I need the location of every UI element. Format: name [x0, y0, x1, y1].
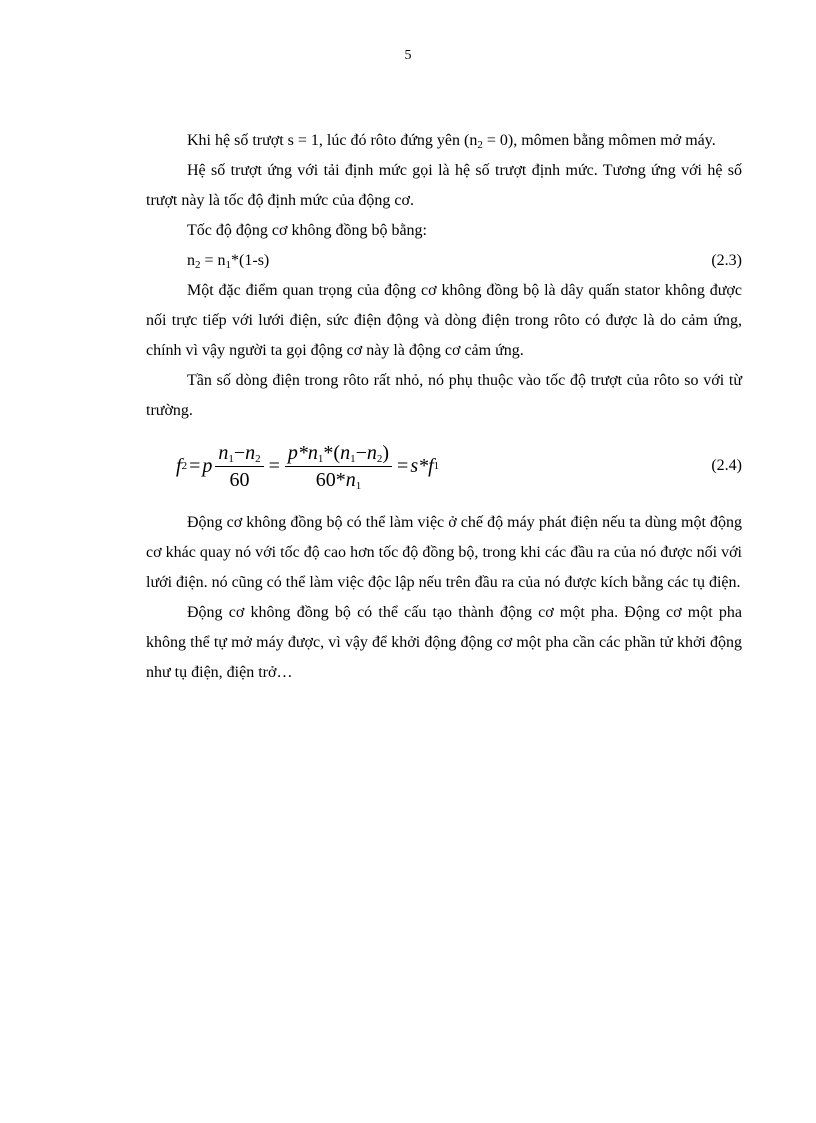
equation-2-3-number: (2.3) [711, 252, 742, 269]
paragraph-single-phase: Động cơ không đồng bộ có thể cấu tạo thành động cơ một pha. Động cơ một pha không thể tự mở máy được, vì vậy để khởi động động cơ một pha cần các phần tử khởi động như tụ điện, điện trở… [146, 604, 742, 681]
paragraph-induction: Một đặc điểm quan trọng của động cơ không đồng bộ là dây quấn stator không được nối trực tiếp với lưới điện, sức điện động và dòng điện trong rôto có được là do cảm ứng, chính vì vậy người ta gọi động cơ này là động cơ cảm ứng. [146, 282, 742, 359]
fraction-second: $\frac{p*n_1*(n_1-n_2)}{60*n_1}$ [285, 440, 392, 493]
equation-2-3-formula: $n_2 = n_1*(1-s)$ [187, 252, 270, 271]
document-body [146, 126, 742, 688]
paragraph-slip-one: Khi hệ số trượt s = 1, lúc đó rôto đứng yên $(n_2 = 0)$, mômen bằng mômen mở máy. [187, 132, 716, 151]
paragraph-speed-intro: Tốc độ động cơ không đồng bộ bằng: [187, 222, 427, 239]
equation-2-4-number: (2.4) [711, 457, 742, 474]
paragraph-generator-mode: Động cơ không đồng bộ có thể làm việc ở chế độ máy phát điện nếu ta dùng một động cơ khác quay nó với tốc độ cao hơn tốc độ đồng bộ, trong khi các đầu ra của nó được nối với lưới điện. nó cũng có thể làm việc độc lập nếu trên đầu ra của nó được kích bằng các tụ điện. [146, 514, 742, 591]
page-number: 5 [404, 48, 412, 63]
paragraph-rated-slip: Hệ số trượt ứng với tải định mức gọi là hệ số trượt định mức. Tương ứng với hệ số trượt này là tốc độ định mức của động cơ. [146, 162, 742, 209]
equation-2-3 [146, 246, 742, 276]
fraction-first: $\frac{n_1-n_2}{60}$ [215, 440, 263, 493]
equation-2-4 [146, 428, 742, 504]
paragraph-rotor-frequency: Tần số dòng điện trong rôto rất nhỏ, nó phụ thuộc vào tốc độ trượt của rôto so với từ trường. [146, 372, 742, 419]
equation-2-4-formula: f 2 = p $\frac{n_1-n_2}{60}$ = $\frac{p*n_1*(n_1-n_2)}{60*n_1}$ = s* f 1 [176, 441, 440, 492]
